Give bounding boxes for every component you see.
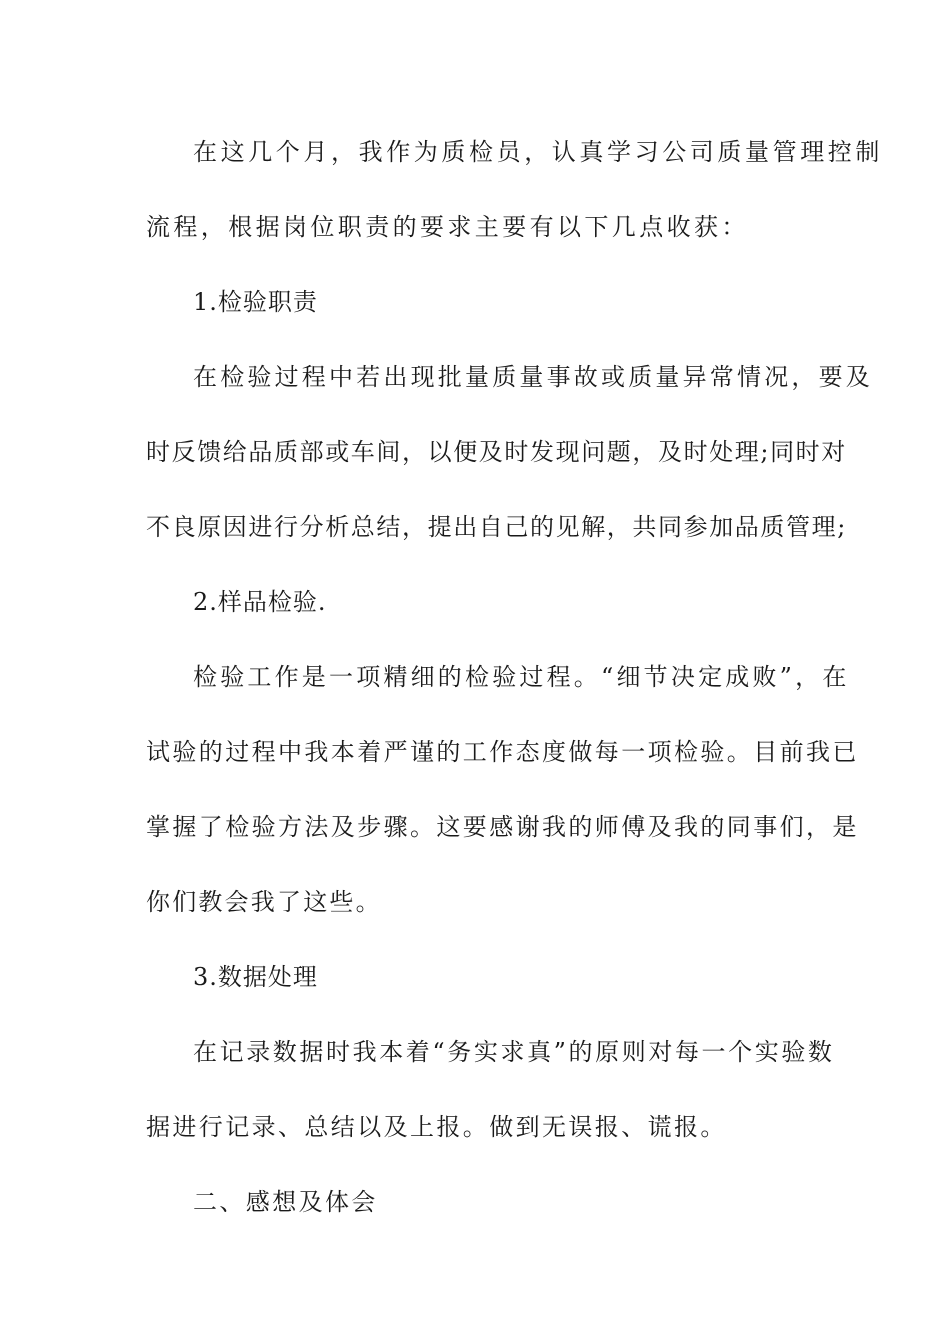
paragraph-line: 你们教会我了这些。 <box>146 888 382 916</box>
paragraph-line: 在这几个月，我作为质检员，认真学习公司质量管理控制 <box>193 138 883 166</box>
paragraph-line: 检验工作是一项精细的检验过程。“细节决定成败”，在 <box>193 663 850 691</box>
paragraph-line: 在检验过程中若出现批量质量事故或质量异常情况，要及 <box>193 363 873 391</box>
section-heading: 1.检验职责 <box>193 288 318 316</box>
paragraph-line: 流程，根据岗位职责的要求主要有以下几点收获： <box>146 213 749 241</box>
paragraph-line: 掌握了检验方法及步骤。这要感谢我的师傅及我的同事们，是 <box>146 813 859 841</box>
section-heading: 3.数据处理 <box>193 963 318 991</box>
paragraph-line: 在记录数据时我本着“务实求真”的原则对每一个实验数 <box>193 1038 835 1066</box>
paragraph-line: 不良原因进行分析总结，提出自己的见解，共同参加品质管理; <box>146 513 847 541</box>
paragraph-line: 时反馈给品质部或车间，以便及时发现问题，及时处理;同时对 <box>146 438 847 466</box>
paragraph-line: 试验的过程中我本着严谨的工作态度做每一项检验。目前我已 <box>146 738 859 766</box>
paragraph-line: 据进行记录、总结以及上报。做到无误报、谎报。 <box>146 1113 727 1141</box>
section-heading: 2.样品检验. <box>193 588 327 616</box>
section-heading: 二、感想及体会 <box>193 1188 378 1216</box>
